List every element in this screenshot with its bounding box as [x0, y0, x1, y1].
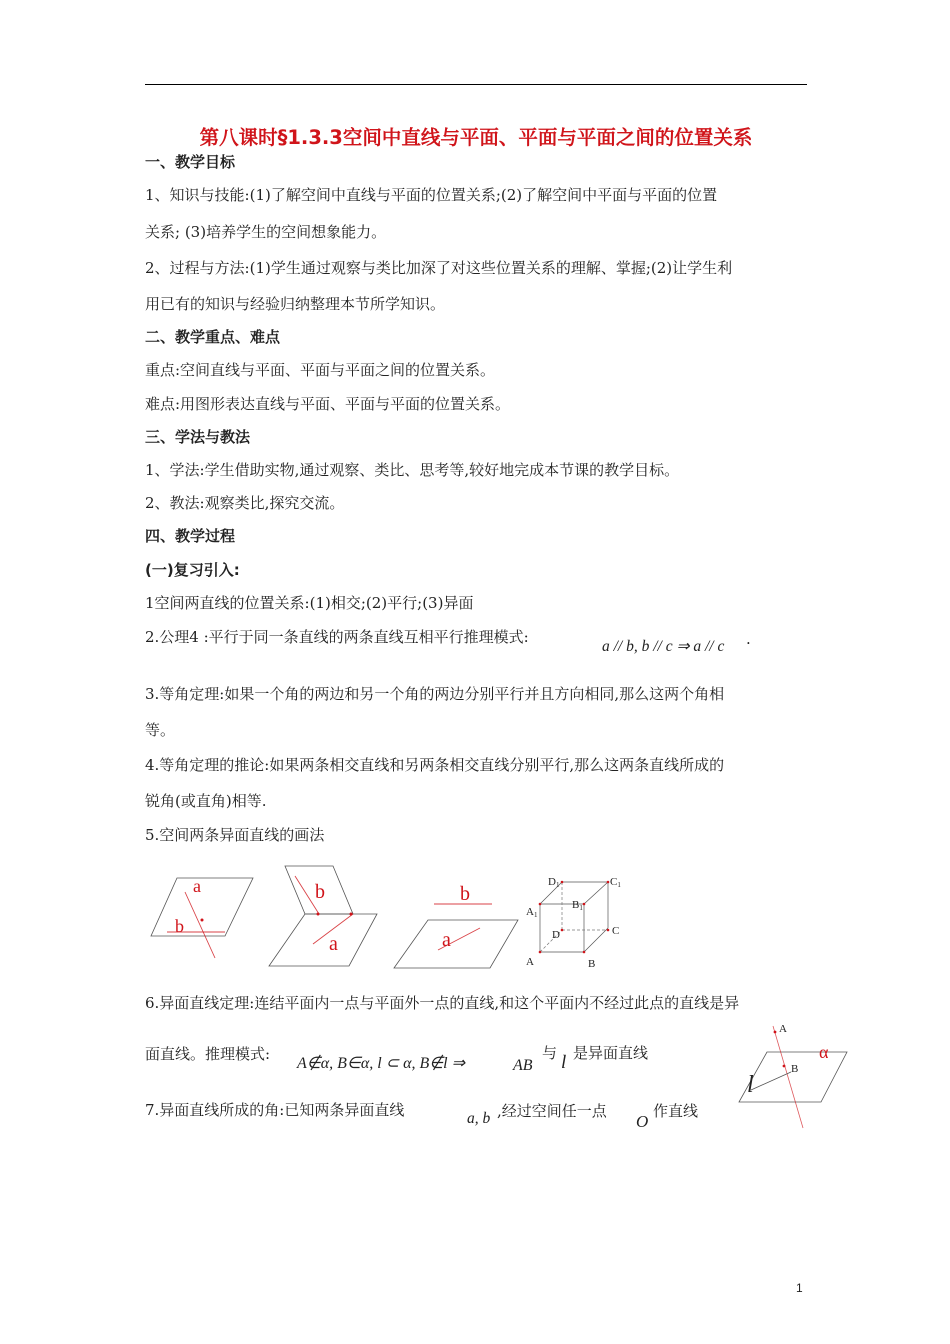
objectives-line-2: 关系; (3)培养学生的空间想象能力。: [145, 223, 387, 241]
item-6-l: l: [561, 1052, 567, 1073]
item-4-line-a: 4.等角定理的推论:如果两条相交直线和另两条相交直线分别平行,那么这两条直线所成的: [145, 756, 725, 774]
fig6-label-alpha: α: [819, 1042, 829, 1062]
fig6-label-a: A: [779, 1023, 787, 1035]
section-heading-key-points: 二、教学重点、难点: [145, 328, 281, 346]
item-5-line: 5.空间两条异面直线的画法: [145, 826, 325, 844]
fig6-label-l: l: [747, 1072, 754, 1098]
item-3-line-a: 3.等角定理:如果一个角的两边和另一个角的两边分别平行并且方向相同,那么这两个角相: [145, 685, 725, 703]
objectives-line-4: 用已有的知识与经验归纳整理本节所学知识。: [145, 295, 446, 313]
figure-skew-lines-3: [394, 878, 524, 973]
axiom4-formula: a // b, b // c ⇒ a // c: [602, 638, 725, 655]
figure-cube: [522, 870, 632, 975]
svg-text:B1: [572, 899, 583, 912]
item-7-o: O: [636, 1112, 649, 1131]
fig2-label-b: b: [315, 881, 325, 903]
item-7-ab: a, b: [467, 1110, 491, 1127]
cube-sub-d1: 1: [555, 881, 560, 889]
section-heading-methods: 三、学法与教法: [145, 428, 251, 446]
cube-label-b1: B: [572, 899, 580, 911]
fig1-label-b: b: [175, 916, 184, 936]
header-rule: [145, 84, 807, 85]
item-4-line-b: 锐角(或直角)相等.: [145, 792, 267, 810]
item-7-line-b: ,经过空间任一点: [497, 1102, 607, 1120]
item-3-line-b: 等。: [145, 721, 176, 739]
cube-label-c: C: [612, 925, 620, 937]
cube-label-a1: A: [526, 906, 534, 918]
svg-text:C1: [610, 876, 621, 889]
cube-sub-c1: 1: [617, 881, 621, 889]
cube-label-a: A: [526, 956, 534, 968]
subheading-review: (一)复习引入:: [145, 561, 240, 579]
fig3-label-b: b: [460, 883, 470, 905]
fig1-label-a: a: [193, 876, 201, 896]
cube-label-c1: C: [610, 876, 618, 888]
teaching-method-line: 2、教法:观察类比,探究交流。: [145, 494, 345, 512]
fig6-label-b: B: [791, 1063, 799, 1075]
fig3-label-a: a: [442, 929, 451, 951]
cube-sub-b1: 1: [579, 904, 583, 912]
item-1-line-relations: 1空间两直线的位置关系:(1)相交;(2)平行;(3)异面: [145, 594, 474, 612]
figure-skew-lines-1: [145, 870, 255, 970]
key-point-line: 重点:空间直线与平面、平面与平面之间的位置关系。: [145, 361, 496, 379]
item-6-end: 是异面直线: [573, 1044, 649, 1062]
figure-skew-lines-2: [265, 862, 385, 972]
svg-text:D1: [548, 876, 560, 889]
item-6-line-b: 面直线。推理模式:: [145, 1045, 271, 1063]
cube-label-b: B: [588, 958, 596, 970]
item-6-with: 与: [542, 1044, 558, 1062]
section-heading-objectives: 一、教学目标: [145, 153, 236, 171]
difficulty-line: 难点:用图形表达直线与平面、平面与平面的位置关系。: [145, 395, 511, 413]
fig2-label-a: a: [329, 933, 338, 955]
axiom4-dot: .: [746, 630, 751, 648]
cube-sub-a1: 1: [533, 911, 538, 919]
objectives-line-3: 2、过程与方法:(1)学生通过观察与类比加深了对这些位置关系的理解、掌握;(2)让学生利: [145, 259, 733, 277]
item-6-ab: AB: [513, 1057, 533, 1074]
item-7-line-c: 作直线: [653, 1102, 699, 1120]
item-7-line-a: 7.异面直线所成的角:已知两条异面直线: [145, 1101, 405, 1119]
cube-label-d: D: [552, 929, 560, 941]
figure-skew-theorem: [735, 1018, 850, 1130]
cube-label-d1: D: [548, 876, 556, 888]
page-number: 1: [796, 1281, 803, 1295]
item-2-axiom4: 2.公理4 :平行于同一条直线的两条直线互相平行推理模式:: [145, 628, 529, 646]
section-heading-process: 四、教学过程: [145, 527, 236, 545]
page-title: 第八课时§1.3.3空间中直线与平面、平面与平面之间的位置关系: [199, 126, 753, 149]
objectives-line-1: 1、知识与技能:(1)了解空间中直线与平面的位置关系;(2)了解空间中平面与平面的位置: [145, 186, 718, 204]
svg-text:A1: [526, 906, 538, 919]
item-6-formula: A∉α, B∈α, l ⊂ α, B∉l ⇒: [297, 1055, 466, 1072]
learning-method-line: 1、学法:学生借助实物,通过观察、类比、思考等,较好地完成本节课的教学目标。: [145, 461, 680, 479]
item-6-line-a: 6.异面直线定理:连结平面内一点与平面外一点的直线,和这个平面内不经过此点的直线是异: [145, 994, 740, 1012]
